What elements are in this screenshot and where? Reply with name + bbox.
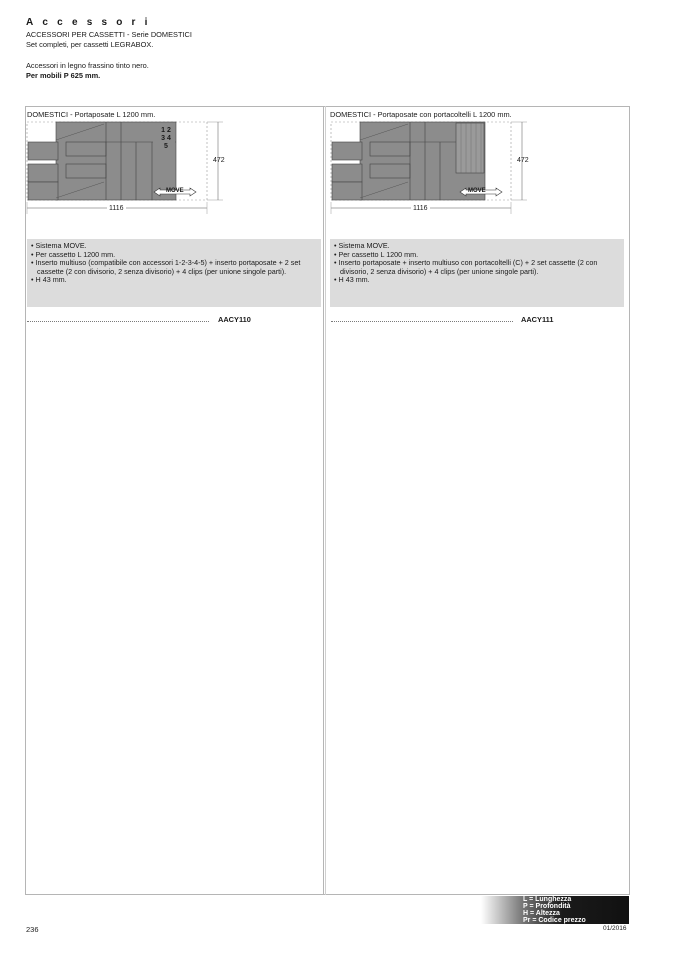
feature-item: • Per cassetto L 1200 mm. bbox=[31, 251, 317, 260]
page-number: 236 bbox=[26, 925, 39, 934]
move-label-2: MOVE bbox=[468, 188, 486, 194]
product-drawing-1 bbox=[26, 120, 236, 220]
header-material: Accessori in legno frassino tinto nero. bbox=[26, 61, 149, 70]
dimension-height-1: 472 bbox=[213, 157, 225, 164]
feature-item: • H 43 mm. bbox=[31, 276, 317, 285]
header-subtitle: Set completi, per cassetti LEGRABOX. bbox=[26, 40, 154, 49]
accessory-number-row: 1 2 bbox=[161, 127, 171, 134]
product-code-row-1 bbox=[27, 315, 317, 325]
product-code-row-2 bbox=[331, 315, 621, 325]
legend-length: L = Lunghezza bbox=[523, 896, 572, 903]
feature-item: • H 43 mm. bbox=[334, 276, 620, 285]
header-category: ACCESSORI PER CASSETTI - Serie DOMESTICI bbox=[26, 30, 192, 39]
product-title-1: DOMESTICI - Portaposate L 1200 mm. bbox=[27, 110, 156, 119]
legend-price-code: Pr = Codice prezzo bbox=[523, 917, 586, 924]
accessory-number-row: 5 bbox=[164, 143, 168, 150]
product-features-2 bbox=[330, 239, 624, 307]
dot-leader bbox=[27, 321, 209, 322]
section-title: Accessori bbox=[26, 17, 157, 28]
product-code-1: AACY110 bbox=[218, 315, 251, 324]
move-label-1: MOVE bbox=[166, 188, 184, 194]
legend-depth: P = Profondità bbox=[523, 903, 571, 910]
dot-leader bbox=[331, 321, 513, 322]
product-drawing-2 bbox=[330, 120, 540, 220]
legend-height: H = Altezza bbox=[523, 910, 560, 917]
feature-item: • Inserto multiuso (compatibile con accessori 1-2-3-4-5) + inserto portaposate + 2 set cassette (2 con divisorio, 2 senza divisorio) + 4 clips (per unione singole parti). bbox=[31, 259, 317, 276]
product-features-1 bbox=[27, 239, 321, 307]
dimension-width-1: 1116 bbox=[109, 205, 124, 212]
feature-item: • Sistema MOVE. bbox=[334, 242, 620, 251]
feature-item: • Sistema MOVE. bbox=[31, 242, 317, 251]
edition-date: 01/2016 bbox=[603, 925, 627, 932]
dimension-width-2: 1116 bbox=[413, 205, 428, 212]
column-divider-secondary bbox=[325, 106, 326, 895]
accessory-number-row: 3 4 bbox=[161, 135, 171, 142]
product-title-2: DOMESTICI - Portaposate con portacoltelli L 1200 mm. bbox=[330, 110, 512, 119]
product-table-frame bbox=[25, 106, 630, 895]
dimension-height-2: 472 bbox=[517, 157, 529, 164]
accessory-numbers-1 bbox=[156, 127, 176, 151]
column-divider bbox=[323, 106, 324, 895]
header-cabinet-depth: Per mobili P 625 mm. bbox=[26, 71, 101, 80]
abbreviation-legend bbox=[481, 896, 629, 924]
feature-item: • Per cassetto L 1200 mm. bbox=[334, 251, 620, 260]
product-code-2: AACY111 bbox=[521, 315, 554, 324]
feature-item: • Inserto portaposate + inserto multiuso con portacoltelli (C) + 2 set cassette (2 con divisorio, 2 senza divisorio) + 4 clips (per unione singole parti). bbox=[334, 259, 620, 276]
